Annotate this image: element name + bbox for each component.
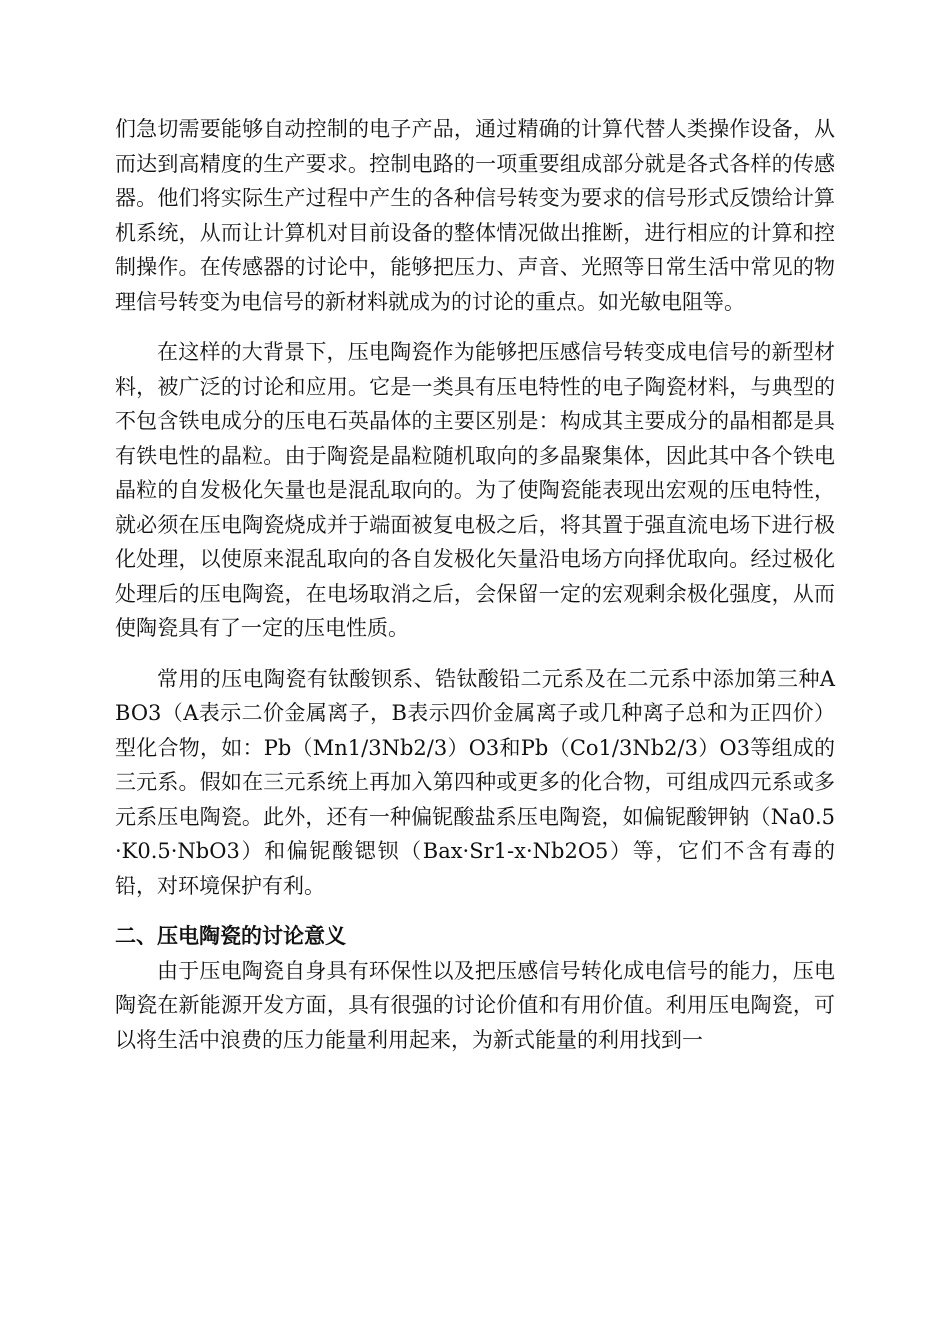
paragraph-sensors-context: 们急切需要能够自动控制的电子产品，通过精确的计算代替人类操作设备，从而达到高精度的生产要求。控制电路的一项重要组成部分就是各式各样的传感器。他们将实际生产过程中产生的各种信号转变为要求的信号形式反馈给计算机系统，从而让计算机对目前设备的整体情况做出推断，进行相应的计算和控制操作。在传感器的讨论中，能够把压力、声音、光照等日常生活中常见的物理信号转变为电信号的新材料就成为的讨论的重点。如光敏电阻等。	[115, 117, 835, 314]
paragraph-piezoceramic-background: 在这样的大背景下，压电陶瓷作为能够把压感信号转变成电信号的新型材料，被广泛的讨论和应用。它是一类具有压电特性的电子陶瓷材料，与典型的不包含铁电成分的压电石英晶体的主要区别是：构成其主要成分的晶相都是具有铁电性的晶粒。由于陶瓷是晶粒随机取向的多晶聚集体，因此其中各个铁电晶粒的自发极化矢量也是混乱取向的。为了使陶瓷能表现出宏观的压电特性，就必须在压电陶瓷烧成并于端面被复电极之后，将其置于强直流电场下进行极化处理，以使原来混乱取向的各自发极化矢量沿电场方向择优取向。经过极化处理后的压电陶瓷，在电场取消之后，会保留一定的宏观剩余极化强度，从而使陶瓷具有了一定的压电性质。	[115, 340, 835, 640]
document-page	[115, 112, 835, 1057]
paragraph-piezoceramic-types: 常用的压电陶瓷有钛酸钡系、锆钛酸铅二元系及在二元系中添加第三种ABO3（A表示二价金属离子，B表示四价金属离子或几种离子总和为正四价）型化合物，如：Pb（Mn1/3Nb2/3）O3和Pb（Co1/3Nb2/3）O3等组成的三元系。假如在三元系统上再加入第四种或更多的化合物，可组成四元系或多元系压电陶瓷。此外，还有一种偏铌酸盐系压电陶瓷，如偏铌酸钾钠（Na0.5·K0.5·NbO3）和偏铌酸锶钡（Bax·Sr1-x·Nb2O5）等，它们不含有毒的铅，对环境保护有利。	[115, 666, 835, 898]
section-heading: 二、压电陶瓷的讨论意义	[115, 924, 346, 948]
paragraph-research-significance: 由于压电陶瓷自身具有环保性以及把压感信号转化成电信号的能力，压电陶瓷在新能源开发方面，具有很强的讨论价值和有用价值。利用压电陶瓷，可以将生活中浪费的压力能量利用起来，为新式能量的利用找到一	[115, 958, 835, 1052]
